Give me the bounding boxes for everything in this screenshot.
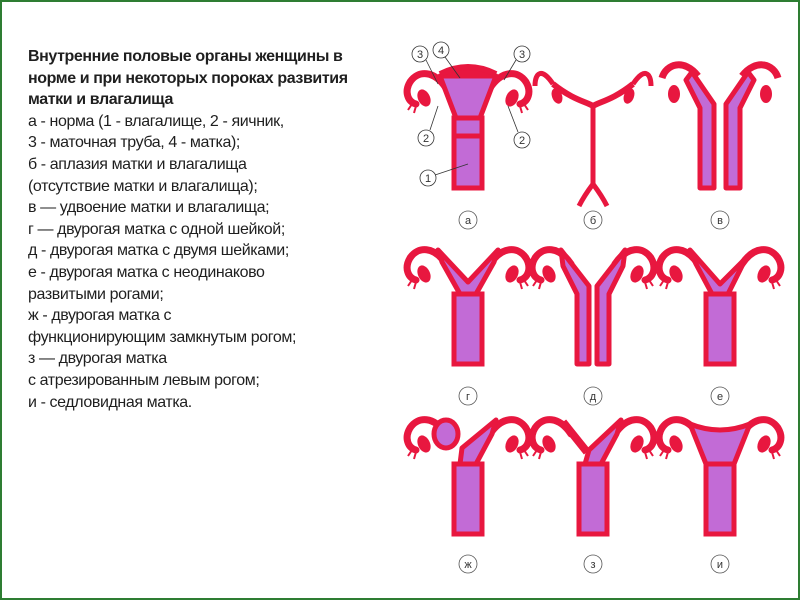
callout-3-left: 3 (416, 49, 424, 61)
description-text (28, 46, 388, 413)
panel-label-zh: ж (464, 559, 472, 571)
panel-v (662, 65, 778, 188)
legend-line-a: а - норма (1 - влагалище, 2 - яичник, (28, 112, 284, 130)
malformations-diagram (408, 44, 788, 584)
legend-line-d: д - двурогая матка с двумя шейками; (28, 242, 289, 260)
panel-a (407, 67, 529, 188)
legend-line-e: е - двурогая матка с неодинаково (28, 263, 265, 281)
panel-label-v: в (717, 215, 723, 227)
panel-label-b: б (589, 215, 597, 227)
panel-g (407, 250, 529, 364)
legend-line-z2: с атрезированным левым рогом; (28, 371, 260, 389)
callout-2-left: 2 (422, 133, 430, 145)
callout-4: 4 (437, 45, 445, 57)
legend-line-zh: ж - двурогая матка с (28, 307, 172, 325)
legend-line-a2: 3 - маточная труба, 4 - матка); (28, 134, 240, 152)
legend-line-e2: развитыми рогами; (28, 285, 164, 303)
legend-line-v: в — удвоение матки и влагалища; (28, 199, 270, 217)
panel-e (659, 250, 781, 364)
title-line-2: норме и при некоторых пороках развития (28, 69, 348, 87)
legend-line-z: з — двурогая матка (28, 350, 167, 368)
panel-label-i: и (716, 559, 724, 571)
legend-line-b: б - аплазия матки и влагалища (28, 155, 247, 173)
callout-1: 1 (424, 173, 432, 185)
legend-line-i: и - седловидная матка. (28, 393, 192, 411)
panel-label-a: а (464, 215, 472, 227)
callout-3-right: 3 (518, 49, 526, 61)
legend-line-g: г — двурогая матка с одной шейкой; (28, 220, 285, 238)
panel-label-d: д (589, 391, 597, 403)
panel-zh (407, 420, 529, 534)
title-line-3: матки и влагалища (28, 91, 173, 109)
diagram-svg (408, 44, 788, 584)
legend-line-b2: (отсутствие матки и влагалища); (28, 177, 258, 195)
panel-b (535, 73, 651, 206)
panel-i (659, 420, 781, 534)
panel-z (532, 420, 654, 534)
panel-label-g: г (465, 391, 471, 403)
legend-line-zh2: функционирующим замкнутым рогом; (28, 328, 297, 346)
title-line-1: Внутренние половые органы женщины в (28, 48, 343, 65)
callout-2-right: 2 (518, 135, 526, 147)
panel-label-z: з (590, 559, 596, 571)
panel-label-e: е (716, 391, 724, 403)
panel-d (532, 250, 654, 364)
